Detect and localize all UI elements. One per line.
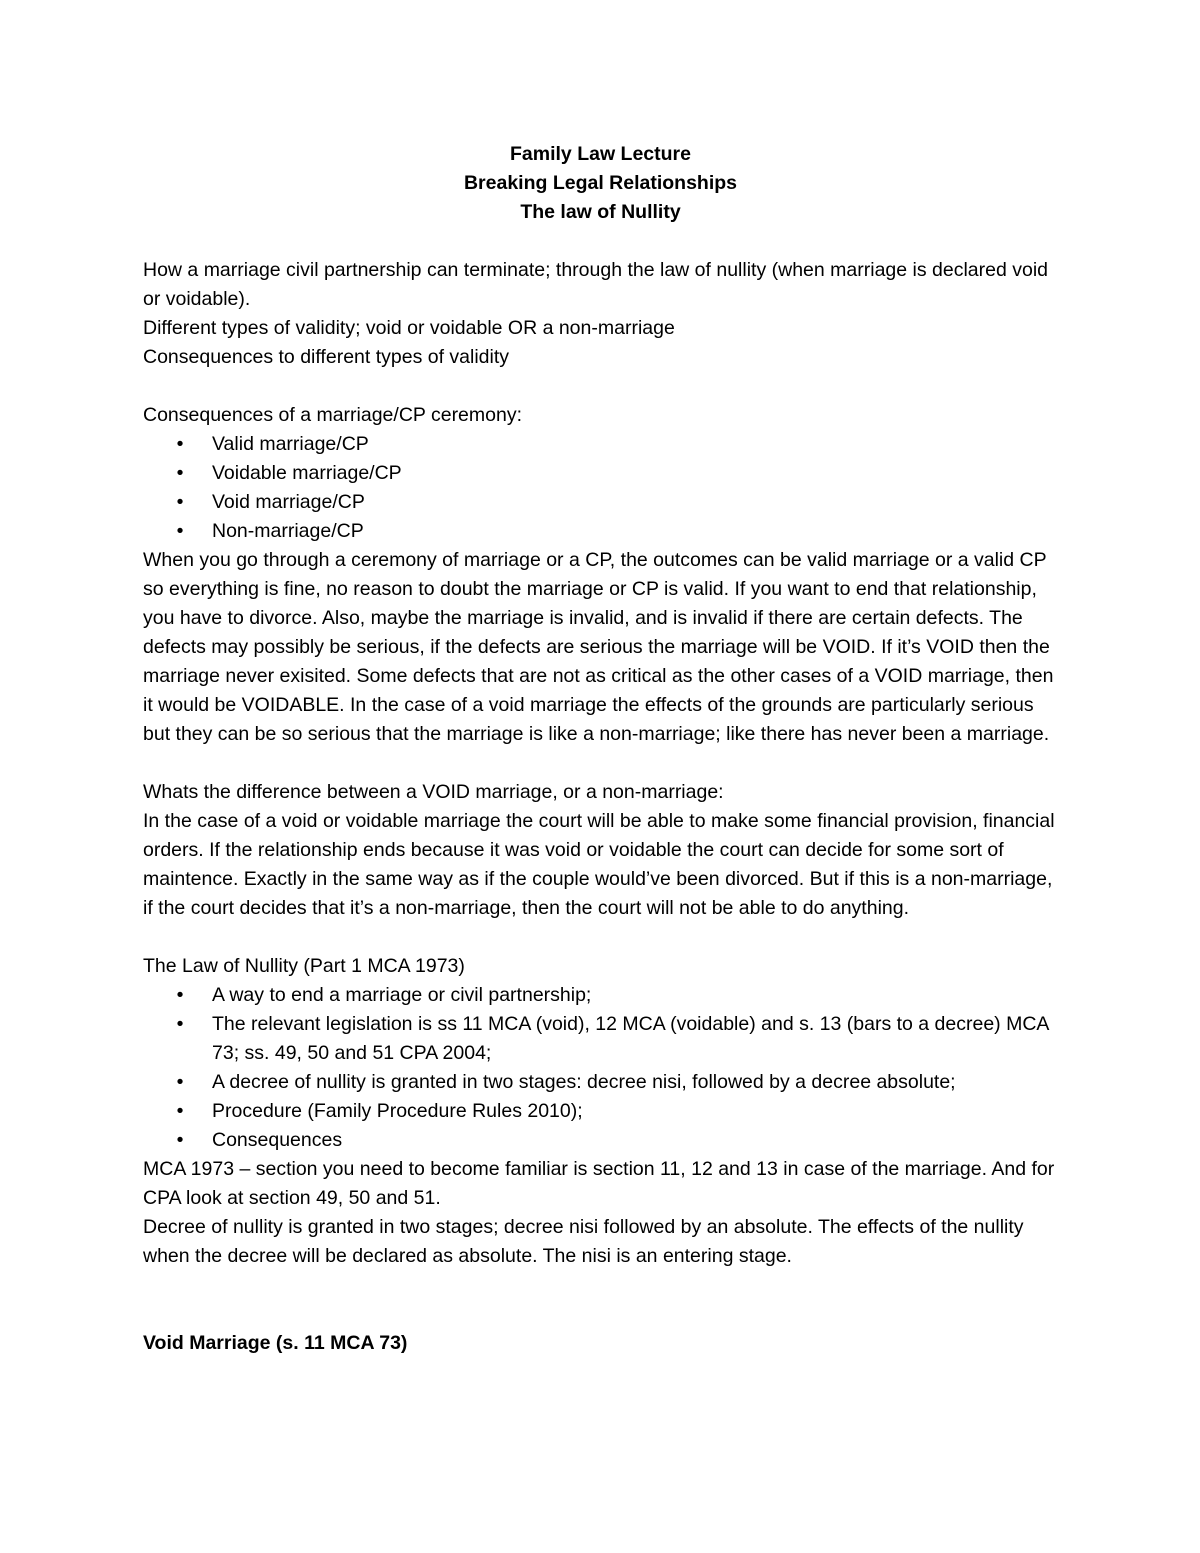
spacer [143,1271,1058,1329]
list-item-text: Voidable marriage/CP [212,462,402,484]
list-item-text: A decree of nullity is granted in two stages: decree nisi, followed by a decree absolute; [212,1071,956,1093]
bullet-icon: • [176,491,184,513]
consequences-list [143,430,1058,546]
list-item [143,1097,1058,1126]
list-item-text: A way to end a marriage or civil partnership; [212,984,592,1006]
bullet-icon: • [176,1100,184,1122]
spacer [143,227,1058,256]
bullet-icon: • [176,433,184,455]
list-item [143,517,1058,546]
void-marriage-heading: Void Marriage (s. 11 MCA 73) [143,1332,408,1354]
intro-paragraph-2: Different types of validity; void or voidable OR a non-marriage [143,317,675,339]
spacer [143,372,1058,401]
list-item [143,1068,1058,1097]
bullet-icon: • [176,520,184,542]
list-item [143,430,1058,459]
title-line-1: Family Law Lecture [510,143,691,165]
difference-paragraph: In the case of a void or voidable marriage the court will be able to make some financial provision, financial orders. If the relationship ends because it was void or voidable the court can decide for some sort of maintence. Exactly in the same way as if the couple would’ve been divorced. But if this is a non-marriage, if the court decides that it’s a non-marriage, then the court will not be able to do anything. [143,810,1055,919]
bullet-icon: • [176,1013,184,1035]
consequences-paragraph: When you go through a ceremony of marriage or a CP, the outcomes can be valid marriage or a valid CP so everything is fine, no reason to doubt the marriage or CP is valid. If you want to end that relationship, you have to divorce. Also, maybe the marriage is invalid, and is invalid if there are certain defects. The defects may possibly be serious, if the defects are serious the marriage will be VOID. If it’s VOID then the marriage never exisited. Some defects that are not as critical as the other cases of a VOID marriage, then it would be VOIDABLE. In the case of a void marriage the effects of the grounds are particularly serious but they can be so serious that the marriage is like a non-marriage; like there has never been a marriage. [143,549,1054,745]
consequences-heading: Consequences of a marriage/CP ceremony: [143,404,523,426]
intro-paragraph-3: Consequences to different types of validity [143,346,510,368]
document-title-block [143,140,1058,227]
decree-paragraph: Decree of nullity is granted in two stages; decree nisi followed by an absolute. The effects of the nullity when the decree will be declared as absolute. The nisi is an entering stage. [143,1216,1024,1267]
list-item-text: Consequences [212,1129,343,1151]
bullet-icon: • [176,1071,184,1093]
nullity-heading: The Law of Nullity (Part 1 MCA 1973) [143,955,465,977]
list-item [143,459,1058,488]
title-line-2: Breaking Legal Relationships [463,172,738,194]
difference-heading: Whats the difference between a VOID marriage, or a non-marriage: [143,781,724,803]
bullet-icon: • [176,1129,184,1151]
list-item-text: Procedure (Family Procedure Rules 2010); [212,1100,583,1122]
spacer [143,923,1058,952]
mca-paragraph: MCA 1973 – section you need to become familiar is section 11, 12 and 13 in case of the marriage. And for CPA look at section 49, 50 and 51. [143,1158,1055,1209]
nullity-list [143,981,1058,1155]
title-line-3: The law of Nullity [520,201,681,223]
spacer [143,749,1058,778]
list-item [143,1010,1058,1068]
list-item-text: Void marriage/CP [212,491,365,513]
list-item [143,488,1058,517]
bullet-icon: • [176,984,184,1006]
bullet-icon: • [176,462,184,484]
document-page [143,140,1058,1358]
list-item-text: The relevant legislation is ss 11 MCA (void), 12 MCA (voidable) and s. 13 (bars to a decree) MCA 73; ss. 49, 50 and 51 CPA 2004; [212,1013,1049,1064]
list-item [143,981,1058,1010]
list-item-text: Valid marriage/CP [212,433,369,455]
list-item-text: Non-marriage/CP [212,520,364,542]
list-item [143,1126,1058,1155]
intro-paragraph-1: How a marriage civil partnership can terminate; through the law of nullity (when marriage is declared void or voidable). [143,259,1049,310]
